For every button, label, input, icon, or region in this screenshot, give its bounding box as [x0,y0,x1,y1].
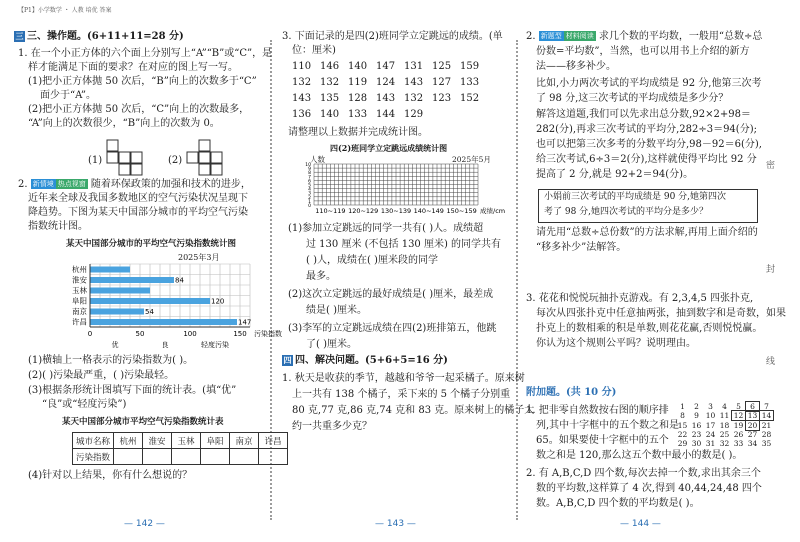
score-value: 128 [348,93,368,104]
net-label-1: (1) [88,155,103,166]
score-value: 152 [460,93,480,104]
grid-ytick: 7 [308,175,311,181]
q2-sub-3b: “良”或“轻度污染”) [42,399,127,410]
grid-xtick: 150~159 [446,207,477,215]
chart-date: 2025年3月 [178,253,220,262]
tag-new-type: 新题型 [540,32,562,40]
table-header-row [73,433,288,449]
q2-sub-2: (2)( )污染最严重，( )污染最轻。 [28,370,175,381]
r-q2-line-7: 也可以把第三次多考的分数平均分,98－92＝6(分), [536,139,762,150]
page-divider-right [516,40,518,520]
extra-title: 附加题。(共 10 分) [526,387,617,398]
chart-tick-label: 50 [135,330,145,338]
chart-bar [90,319,237,325]
r-q2-intro: 2. 新题型 材料阅读 求几个数的平均数，一般用“总数÷总 [526,31,763,42]
grid-ytick: 0 [308,204,311,209]
section-icon: 三 [15,32,24,41]
jump-score-grid-chart[interactable] [298,162,513,220]
grid-number: 15 [677,420,688,430]
header-label: 【P1】小学数学 ・ 人教 培优 答案 [18,7,112,14]
r-q2-after-0: 请先用“总数÷总份数”的方法求解,再用上面介绍的 [536,227,758,238]
grid-number: 3 [708,402,713,411]
table-answer-cell[interactable] [259,449,288,465]
r-q3-line-0: 3. 花花和悦悦玩抽扑克游戏。有 2,3,4,5 四张扑克, [526,293,754,304]
q3-sub-3: 最多。 [306,271,336,282]
grid-xtick: 140~149 [413,207,444,215]
grid-number: 31 [705,439,716,449]
score-value: 143 [292,93,312,104]
page-number-143: — 143 — [375,519,416,529]
chart-bar [90,298,210,304]
grid-xtick: 110~119 [315,207,346,215]
grid-number: 10 [705,411,716,421]
chart-bar [90,267,130,273]
grid-number: 18 [719,420,730,430]
section4-title [282,354,448,368]
grid-number: 4 [722,402,727,411]
tag-hotspot: 热点视窗 [57,180,86,188]
grid-number: 8 [680,411,685,421]
q1-line-1: 样才能满足下面的要求？在对应的图上写一写。 [28,62,238,73]
q1-line-4: (2)把小正方体抛 50 次后，“C”向上的次数最多， [28,104,250,115]
q2-line-1: 近年来全球及我国多数地区的空气污染状况呈现下 [28,193,248,204]
table-title: 某天中国部分城市平均空气污染指数统计表 [62,417,224,427]
score-value: 129 [404,109,424,120]
score-value: 143 [376,93,396,104]
r-q2-after-1: “移多补少”法解答。 [536,242,627,253]
grid-number: 9 [694,411,699,421]
grid-number: 29 [677,439,688,449]
chart-band-label: 轻度污染 [201,341,229,349]
grid-number: 32 [719,439,730,449]
q2-intro: 2. 新情境 热点视窗 随着环保政策的加强和技术的进步， [18,179,251,190]
extra1-line-2: 65。如果要使十字框中的五个 [536,435,669,446]
grid-ytick: 10 [305,163,311,168]
table-answer-cell[interactable] [230,449,259,465]
r-q2-line-8: 给三次考试,6÷3＝2(分),这样就使得平均比 92 分 [536,154,757,165]
page-number-142: — 142 — [124,519,165,529]
grid-number: 6 [746,402,759,411]
grid-ytick: 1 [308,199,311,205]
score-value: 119 [348,77,368,88]
grid-number: 13 [747,411,758,421]
r-q2-line-4: 了 98 分,这三次考试的平均成绩是多少分？ [536,93,729,104]
chart-band-label: 良 [161,341,169,349]
grid-number: 7 [764,402,769,411]
grid-number: 19 [733,420,744,430]
grid-ylabel: 人数 [310,155,325,164]
score-value: 143 [404,77,424,88]
table-header-cell: 杭州 [114,433,143,449]
grid-number: 30 [691,439,702,449]
chart-category-label: 玉林 [72,286,87,295]
q1-line-2: (1)把小正方体抛 50 次后，“B”向上的次数多于“C” [28,76,257,87]
r-q2-line-3: 比如,小力两次考试的平均成绩是 92 分,他第三次考 [536,78,762,89]
chart-value-label: 54 [145,308,154,316]
q2-sub-1: (1)横轴上一格表示的污染指数为( )。 [28,355,194,366]
q2-line-3: 指数统计图。 [28,221,88,232]
grid-number: 16 [691,420,702,430]
grid-number: 26 [733,429,744,439]
grid-number: 34 [747,439,758,449]
table-row-label: 污染指数 [73,449,114,465]
chart-title: 某天中国部分城市的平均空气污染指数统计图 [66,239,237,249]
grid-number: 1 [680,402,685,411]
r-q2-line-6: 282(分),再求三次考试的平均分,282÷3＝94(分); [536,124,757,135]
grid-ytick: 4 [308,187,311,193]
extra2-line-2: 数。A,B,C,D 四个数的平均数是( )。 [536,498,700,509]
grid-number: 17 [705,420,716,430]
section-icon: 四 [283,356,292,365]
page-number-value: 143 [386,519,405,529]
score-value: 132 [404,93,424,104]
q3-sub-6: (3)李军的立定跳远成绩在四(2)班排第五，他跳 [288,323,497,334]
table-header-cell: 许昌 [259,433,288,449]
q2-line-2: 降趋势。下图为某天中国部分城市的平均空气污染 [28,207,248,218]
q2-line-0: 随着环保政策的加强和技术的进步， [90,179,251,190]
table-header-cell: 南京 [230,433,259,449]
chart-category-label: 许昌 [72,317,87,327]
score-value: 131 [404,61,424,72]
score-value: 136 [292,109,312,120]
binding-char: 密 [766,161,776,171]
table-row [73,449,288,465]
score-value: 133 [348,109,368,120]
grid-number: 20 [747,420,758,430]
grid-number: 27 [747,429,758,439]
grid-number: 25 [719,429,730,439]
tag-new-context: 新情境 [32,180,54,188]
page-number-value: 144 [631,519,650,529]
grid-xtick: 120~129 [348,207,379,215]
table-answer-cell[interactable] [201,449,230,465]
r-q2-line-5: 解答这道题,我们可以先求出总分数,92×2+98＝ [536,109,751,120]
q4-line-0: 1. 秋天是收获的季节，越越和爷爷一起采橘子。原来树 [282,373,525,384]
box-line-1: 考了 98 分,她四次考试的平均分是多少？ [544,207,709,217]
score-value: 132 [292,77,312,88]
cube-net-1[interactable] [105,138,153,180]
q3-sub-7: 了( )厘米。 [306,339,357,350]
grid-number: 24 [705,429,716,439]
grid-number: 22 [677,429,688,439]
grid-number: 35 [761,439,772,449]
grid-number: 14 [761,411,772,421]
score-value: 146 [320,61,340,72]
chart-category-label: 阜阳 [72,296,87,306]
cube-net-2[interactable] [185,138,233,180]
table-answer-cell[interactable] [143,449,172,465]
table-header-cell: 玉林 [172,433,201,449]
chart-value-label: 84 [175,276,184,285]
score-value: 132 [320,77,340,88]
air-pollution-bar-chart [60,262,282,350]
chart-value-label: 147 [238,318,252,327]
score-value: 123 [432,93,452,104]
q2-sub-4: (4)针对以上结果，你有什么想说的？ [28,470,193,481]
score-value: 110 [292,61,312,72]
r-q2-line-2: 法——移多补少。 [536,61,616,72]
chart-bar [90,277,174,283]
r-q2-line-9: 提高了 2 分,就是 92+2＝94(分)。 [536,169,694,180]
pollution-table [72,432,288,465]
chart-xlabel: 污染指数 [254,330,282,338]
q3-sub-5: 绩是( )厘米。 [306,305,367,316]
q2-sub-3: (3)根据条形统计图填写下面的统计表。(填“优” [28,385,237,396]
number-grid [676,402,776,448]
score-value: 140 [320,109,340,120]
q3-line-1: 位：厘米) [292,45,336,56]
extra1-line-0: 1. 把非零自然数按右图的顺序排 [526,405,669,416]
grid-xunit: 成绩/cm [480,207,506,215]
chart-bar [90,309,144,315]
q3-sub-0: (1)参加立定跳远的同学一共有( )人。成绩超 [288,223,484,234]
r-q3-line-3: 你认为这个规则公平吗？说明理由。 [536,338,696,349]
r-q3-line-2: 扑克上的数相乘的积是单数,则花花赢,否则悦悦赢。 [536,323,763,334]
score-value: 135 [320,93,340,104]
section4-title-text: 四、解决问题。(5+6+5=16 分) [295,355,448,366]
net-label-2: (2) [168,155,183,166]
section3-title-text: 三、操作题。(6+11+11=28 分) [27,31,184,42]
grid-ytick: 2 [308,195,311,201]
grid-ytick: 9 [308,167,311,173]
r-q2-line-0: 求几个数的平均数，一般用“总数÷总 [598,31,763,42]
score-value: 144 [376,109,396,120]
chart-tick-label: 150 [233,330,247,338]
q3-line-0: 3. 下面记录的是四(2)班同学立定跳远的成绩。(单 [282,31,503,42]
q4-line-2: 80 克,77 克,86 克,74 克和 83 克。原来树上的橘子大 [292,405,535,416]
chart-tick-label: 0 [87,330,93,338]
grid-ytick: 5 [308,183,311,189]
tag-material-reading: 材料阅读 [565,32,594,40]
q3-sub-4: (2)这次立定跳远的最好成绩是( )厘米，最差成 [288,289,494,300]
grid-number: 23 [691,429,702,439]
q3-sub-1: 过 130 厘米 (不包括 130 厘米) 的同学共有 [306,239,502,250]
score-value: 140 [348,61,368,72]
chart-category-label: 杭州 [72,265,87,274]
table-header-cell: 阜阳 [201,433,230,449]
grid-number: 28 [761,429,772,439]
grid-number: 11 [719,411,730,421]
q1-line-5: “A”向上的次数很少，“B”向上的次数为 0。 [28,118,220,129]
r-q3-line-1: 每次从四张扑克中任意抽两张，抽到数字和是奇数，如果 [536,308,786,319]
score-value: 127 [432,77,452,88]
binding-char: 封 [766,265,776,275]
extra2-line-0: 2. 有 A,B,C,D 四个数,每次去掉一个数,求出其余三个 [526,468,761,479]
page-number-144: — 144 — [620,519,661,529]
grid-xtick: 130~139 [380,207,412,215]
chart-bar [90,288,150,294]
q4-line-1: 上一共有 138 个橘子，采下来的 5 个橘子分别重 [292,389,511,400]
chart-band-label: 优 [111,341,119,349]
table-header-cell: 城市名称 [73,433,114,449]
grid-date: 2025年5月 [452,155,491,164]
r-q2-line-1: 份数=平均数”，当然，也可以用书上介绍的新方 [536,46,750,57]
binding-char: 线 [766,357,776,367]
table-header-cell: 淮安 [143,433,172,449]
q3-instruction: 请整理以上数据并完成统计图。 [288,127,428,138]
q3-sub-2: ( )人，成绩在( )厘米段的同学 [306,255,438,266]
grid-number: 21 [761,420,772,430]
extra2-line-1: 数的平均数,这样算了 4 次,得到 40,44,24,48 四个 [536,483,762,494]
grid-ytick: 3 [308,191,311,197]
extra1-line-3: 数之和是 120,那么这五个数中最小的数是( )。 [536,450,743,461]
grid-ytick: 8 [308,171,311,177]
page-number-value: 142 [135,519,154,529]
chart-tick-label: 100 [183,330,197,338]
grid-number: 2 [694,402,699,411]
box-line-0: 小娟前三次考试的平均成绩是 90 分,她第四次 [544,192,727,202]
score-value: 159 [460,61,480,72]
table-answer-cell[interactable] [114,449,143,465]
score-value: 125 [432,61,452,72]
grid-number: 12 [733,411,744,421]
chart-value-label: 120 [211,297,225,306]
grid-number: 33 [733,439,744,449]
chart-category-label: 南京 [72,307,87,316]
score-value: 147 [376,61,396,72]
q1-line-3: 面少于“A”。 [40,90,96,101]
q1-line-0: 1. 在一个小正方体的六个面上分别写上“A”“B”或“C”，是 [18,48,273,59]
grid-title: 四(2)班同学立定跳远成绩统计图 [330,143,448,153]
score-value: 133 [460,77,480,88]
section3-title [14,30,184,44]
table-answer-cell[interactable] [172,449,201,465]
score-value: 124 [376,77,396,88]
extra1-line-1: 列,其中十字框中的五个数之和是 [536,420,680,431]
grid-number: 5 [736,402,741,411]
grid-ytick: 6 [308,179,311,185]
chart-category-label: 淮安 [72,275,87,285]
q4-line-3: 约一共重多少克？ [292,421,372,432]
